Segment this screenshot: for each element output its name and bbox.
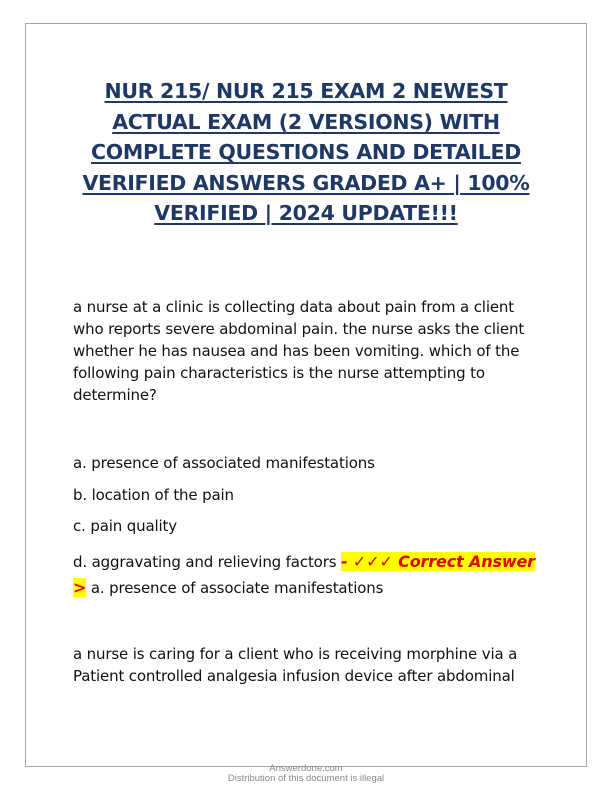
question-1-text: a nurse at a clinic is collecting data about pain from a client who reports severe abdominal pain. the nurse asks the client whether he has nausea and has been vomiting. which of the following pain characteristics is the nurse attempting to determine? xyxy=(73,298,525,404)
question-2-text: a nurse is caring for a client who is receiving morphine via a Patient controlled analgesia infusion device after abdominal xyxy=(73,645,518,685)
question-1-option-b: b. location of the pain xyxy=(73,486,234,504)
document-title: NUR 215/ NUR 215 EXAM 2 NEWEST ACTUAL EXAM (2 VERSIONS) WITH COMPLETE QUESTIONS AND DETAILED VERIFIED ANSWERS GRADED A+ | 100% VERIFIED | 2024 UPDATE!!! xyxy=(82,79,530,225)
correct-answer-text: a. presence of associate manifestations xyxy=(86,579,384,597)
footer-site: Answerdone.com xyxy=(269,763,343,774)
question-1-option-d: d. aggravating and relieving factors xyxy=(73,553,337,571)
question-1-option-a: a. presence of associated manifestations xyxy=(73,454,375,472)
footer-notice: Distribution of this document is illegal xyxy=(227,773,385,784)
question-1-option-d-with-answer xyxy=(73,549,543,601)
question-1-option-c: c. pain quality xyxy=(73,517,178,535)
correct-answer-marker: - ✓✓✓ Correct Answer > xyxy=(73,552,535,597)
